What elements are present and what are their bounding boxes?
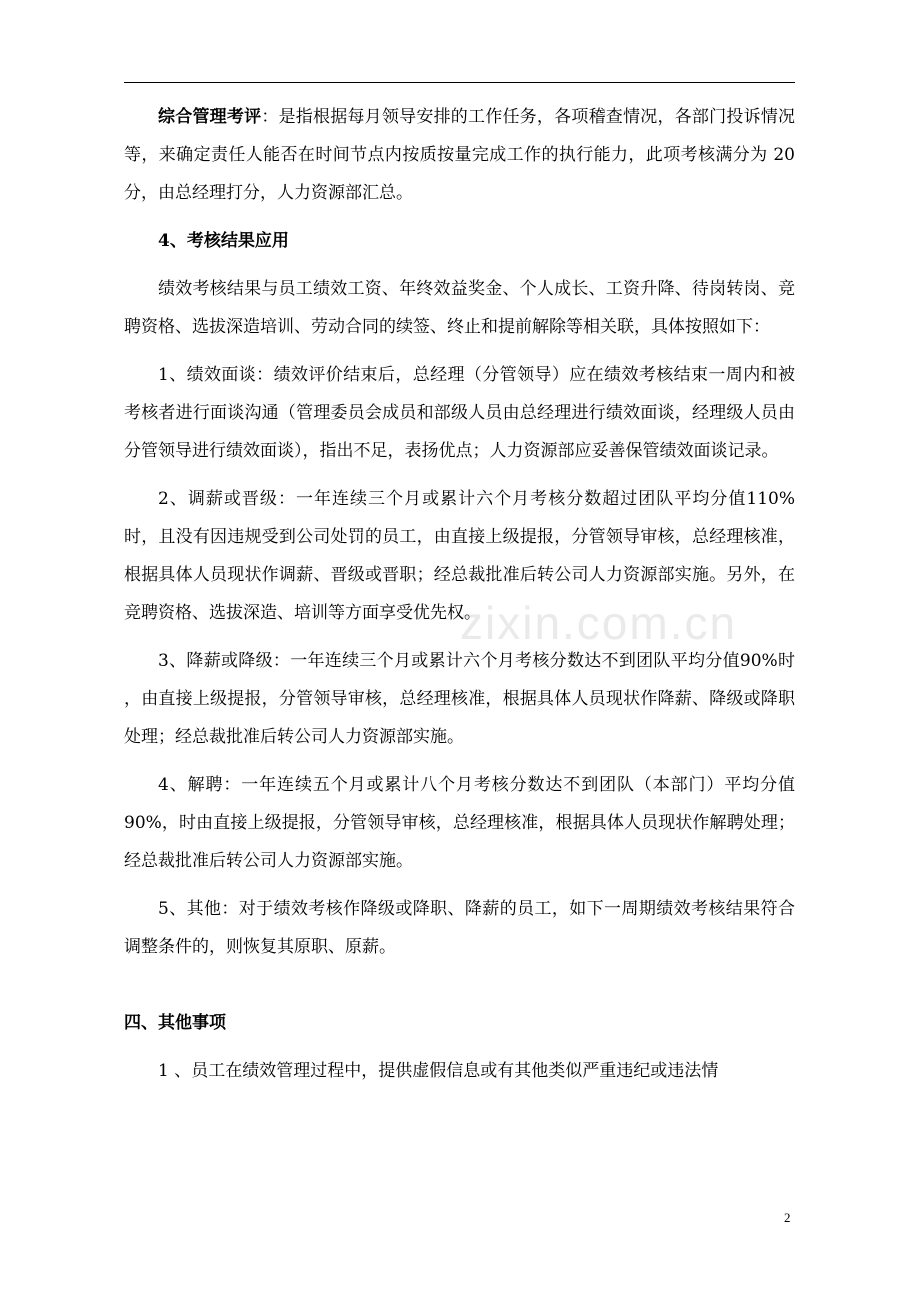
list-item-performance-interview: 1、绩效面谈：绩效评价结束后，总经理（分管领导）应在绩效考核结束一周内和被考核者进行面谈沟通（管理委员会成员和部级人员由总经理进行绩效面谈，经理级人员由分管领导进行绩效面谈），指出不足，表扬优点；人力资源部应妥善保管绩效面谈记录。 xyxy=(124,365,795,461)
paragraph-comprehensive-evaluation xyxy=(124,98,795,212)
page-number: 2 xyxy=(784,1210,791,1225)
paragraph-intro: 绩效考核结果与员工绩效工资、年终效益奖金、个人成长、工资升降、待岗转岗、竞聘资格、选拔深造培训、劳动合同的续签、终止和提前解除等相关联，具体按照如下： xyxy=(124,279,795,337)
comprehensive-evaluation-label: 综合管理考评 xyxy=(158,107,262,127)
list-item-dismissal: 4、解聘：一年连续五个月或累计八个月考核分数达不到团队（本部门）平均分值 90%，时由直接上级提报，分管领导审核，总经理核准，根据具体人员现状作解聘处理；经总裁批准后转公司人力资源部实施。 xyxy=(124,775,795,871)
comprehensive-evaluation-text: ：是指根据每月领导安排的工作任务，各项稽查情况，各部门投诉情况等，来确定责任人能否在时间节点内按质按量完成工作的执行能力，此项考核满分为 20 分，由总经理打分，人力资源部汇总。 xyxy=(124,107,796,203)
watermark: zixin.com.cn xyxy=(460,597,738,649)
document-body xyxy=(124,98,795,1100)
header-rule xyxy=(124,82,795,83)
paragraph-other-matters-item1: 1 、员工在绩效管理过程中，提供虚假信息或有其他类似严重违纪或违法情 xyxy=(158,1061,719,1081)
list-item-salary-raise: 2、调薪或晋级：一年连续三个月或累计六个月考核分数超过团队平均分值110%时，且没有因违规受到公司处罚的员工，由直接上级提报，分管领导审核，总经理核准，根据具体人员现状作调薪、晋级或晋职；经总裁批准后转公司人力资源部实施。另外，在竞聘资格、选拔深造、培训等方面享受优先权。 xyxy=(124,489,795,623)
list-item-other: 5、其他：对于绩效考核作降级或降职、降薪的员工，如下一周期绩效考核结果符合调整条件的，则恢复其原职、原薪。 xyxy=(124,899,795,957)
list-item-salary-cut: 3、降薪或降级：一年连续三个月或累计六个月考核分数达不到团队平均分值90%时 ，由直接上级提报，分管领导审核，总经理核准，根据具体人员现状作降薪、降级或降职处理；经总裁批准后转公司人力资源部实施。 xyxy=(124,651,795,747)
heading-result-application: 4、考核结果应用 xyxy=(158,231,289,251)
section-heading-other-matters: 四、其他事项 xyxy=(124,1013,226,1033)
